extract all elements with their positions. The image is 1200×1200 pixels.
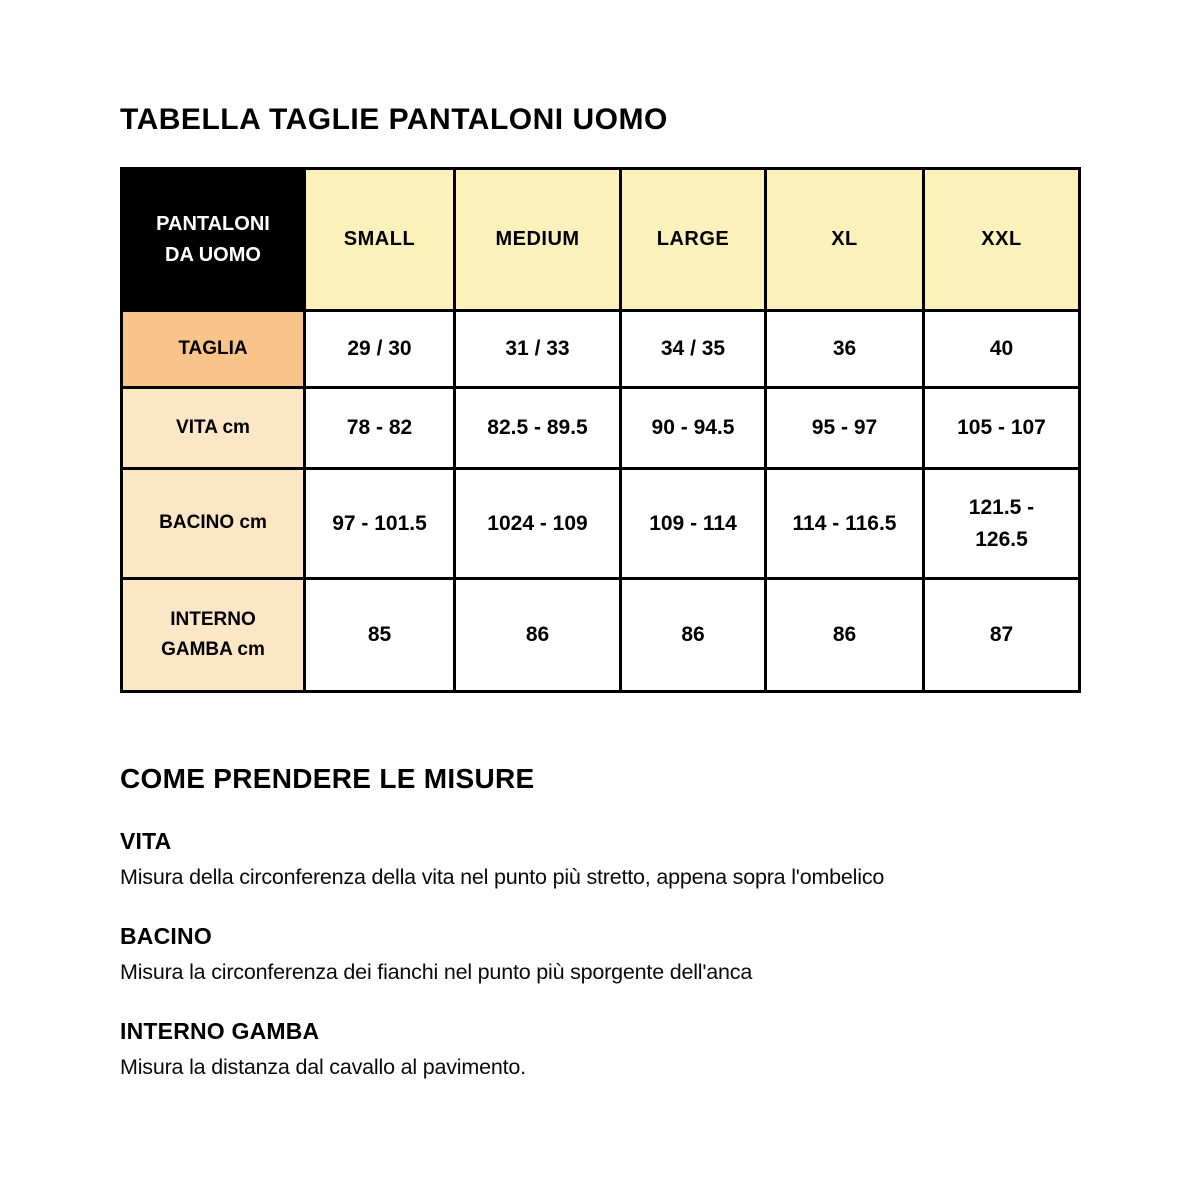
cell-bacino-large: 109 - 114 [621, 469, 766, 579]
cell-taglia-medium: 31 / 33 [455, 311, 621, 388]
cell-bacino-xxl: 121.5 - 126.5 [924, 469, 1080, 579]
measure-guide [120, 763, 1080, 1080]
cell-bacino-medium: 1024 - 109 [455, 469, 621, 579]
measure-guide-title: COME PRENDERE LE MISURE [120, 763, 535, 794]
table-row-vita [122, 388, 1080, 469]
guide-section-bacino [120, 923, 1080, 985]
row-label-bacino: BACINO cm [122, 469, 305, 579]
column-header-medium: MEDIUM [455, 169, 621, 311]
cell-bacino-small: 97 - 101.5 [305, 469, 455, 579]
cell-taglia-large: 34 / 35 [621, 311, 766, 388]
guide-text-vita: Misura della circonferenza della vita nel punto più stretto, appena sopra l'ombelico [120, 865, 885, 889]
guide-heading-interno-gamba: INTERNO GAMBA [120, 1018, 320, 1044]
table-row-taglia [122, 311, 1080, 388]
guide-heading-bacino: BACINO [120, 923, 212, 949]
column-header-xxl: XXL [924, 169, 1080, 311]
guide-section-interno-gamba [120, 1018, 1080, 1080]
row-label-interno-gamba: INTERNO GAMBA cm [122, 579, 305, 692]
cell-interno-xl: 86 [766, 579, 924, 692]
table-corner-label: PANTALONI DA UOMO [122, 169, 305, 311]
cell-taglia-xxl: 40 [924, 311, 1080, 388]
cell-interno-small: 85 [305, 579, 455, 692]
cell-bacino-xl: 114 - 116.5 [766, 469, 924, 579]
cell-vita-medium: 82.5 - 89.5 [455, 388, 621, 469]
cell-vita-large: 90 - 94.5 [621, 388, 766, 469]
table-row-bacino [122, 469, 1080, 579]
column-header-small: SMALL [305, 169, 455, 311]
cell-interno-large: 86 [621, 579, 766, 692]
cell-vita-xl: 95 - 97 [766, 388, 924, 469]
guide-section-vita [120, 828, 1080, 890]
size-table [120, 167, 1081, 693]
cell-interno-xxl: 87 [924, 579, 1080, 692]
cell-vita-xxl: 105 - 107 [924, 388, 1080, 469]
row-label-vita: VITA cm [122, 388, 305, 469]
guide-text-interno-gamba: Misura la distanza dal cavallo al pavimento. [120, 1055, 526, 1079]
guide-heading-vita: VITA [120, 828, 172, 854]
cell-taglia-xl: 36 [766, 311, 924, 388]
column-header-large: LARGE [621, 169, 766, 311]
cell-taglia-small: 29 / 30 [305, 311, 455, 388]
column-header-xl: XL [766, 169, 924, 311]
table-header-row [122, 169, 1080, 311]
guide-text-bacino: Misura la circonferenza dei fianchi nel punto più sporgente dell'anca [120, 960, 753, 984]
cell-vita-small: 78 - 82 [305, 388, 455, 469]
row-label-taglia: TAGLIA [122, 311, 305, 388]
page-title: TABELLA TAGLIE PANTALONI UOMO [120, 103, 668, 136]
cell-interno-medium: 86 [455, 579, 621, 692]
table-row-interno-gamba [122, 579, 1080, 692]
